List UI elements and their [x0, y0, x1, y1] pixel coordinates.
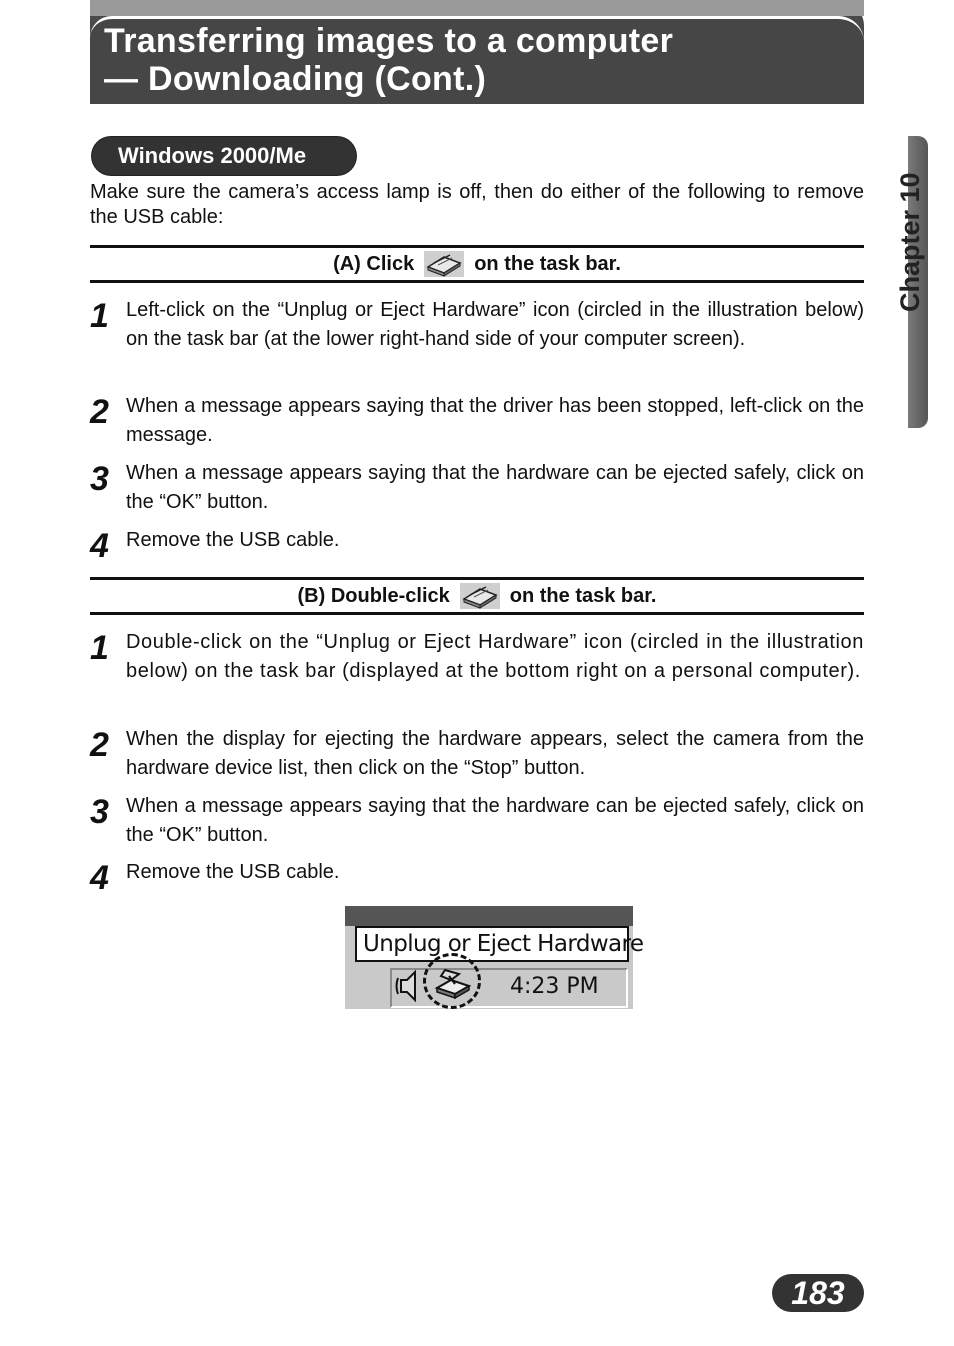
step-text: When a message appears saying that the driver has been stopped, left-click on the message.: [126, 395, 864, 446]
step-number: 4: [90, 527, 109, 565]
step-number: 2: [90, 393, 109, 431]
speaker-icon: [395, 968, 425, 1004]
highlight-circle: [423, 953, 481, 1009]
section-b-suffix: on the task bar.: [509, 584, 657, 607]
step-number: 1: [90, 297, 109, 335]
taskbar-illustration: [345, 906, 644, 1009]
section-a-suffix: on the task bar.: [474, 252, 621, 275]
section-b-bottom-rule: [90, 612, 864, 615]
section-a-top-rule: [90, 245, 864, 248]
step-text: Remove the USB cable.: [126, 529, 340, 551]
illustration-top-band: [345, 906, 633, 926]
step-text: When a message appears saying that the hardware can be ejected safely, click on the “OK” button.: [126, 462, 864, 513]
step-number: 3: [90, 793, 109, 831]
intro-text: Make sure the camera’s access lamp is off, then do either of the following to remove the USB cable:: [90, 181, 864, 228]
chapter-tab-label: Chapter 10: [895, 172, 925, 312]
step-number: 4: [90, 859, 109, 897]
section-b-heading: [90, 581, 864, 611]
clock-time: 4:23 PM: [510, 974, 599, 999]
os-badge-label: Windows 2000/Me: [118, 143, 307, 168]
section-b-top-rule: [90, 577, 864, 580]
page-title-line2: — Downloading (Cont.): [104, 60, 487, 98]
section-a-prefix: (A) Click: [333, 252, 415, 275]
section-a-heading: [90, 249, 864, 279]
page-title-line1: Transferring images to a computer: [104, 22, 674, 60]
step-number: 2: [90, 726, 109, 764]
step-text: Remove the USB cable.: [126, 861, 340, 883]
step-number: 1: [90, 629, 109, 667]
unplug-hardware-icon: [424, 251, 464, 277]
section-a-bottom-rule: [90, 280, 864, 283]
unplug-hardware-icon: [460, 583, 500, 609]
step-number: 3: [90, 460, 109, 498]
step-text: Double-click on the “Unplug or Eject Hardware” icon (circled in the illustration below) on the task bar (displayed at the bottom right on a personal computer).: [126, 631, 864, 682]
section-b-prefix: (B) Double-click: [297, 584, 450, 607]
page-title: [104, 22, 844, 98]
page-number: 183: [791, 1275, 845, 1311]
step-text: Left-click on the “Unplug or Eject Hardware” icon (circled in the illustration below) on the task bar (at the lower right-hand side of your computer screen).: [126, 299, 864, 350]
title-bar-top-strip: [90, 0, 864, 16]
tooltip-text: Unplug or Eject Hardware: [355, 926, 629, 962]
step-text: When the display for ejecting the hardware appears, select the camera from the hardware device list, then click on the “Stop” button.: [126, 728, 864, 779]
step-text: When a message appears saying that the hardware can be ejected safely, click on the “OK” button.: [126, 795, 864, 846]
